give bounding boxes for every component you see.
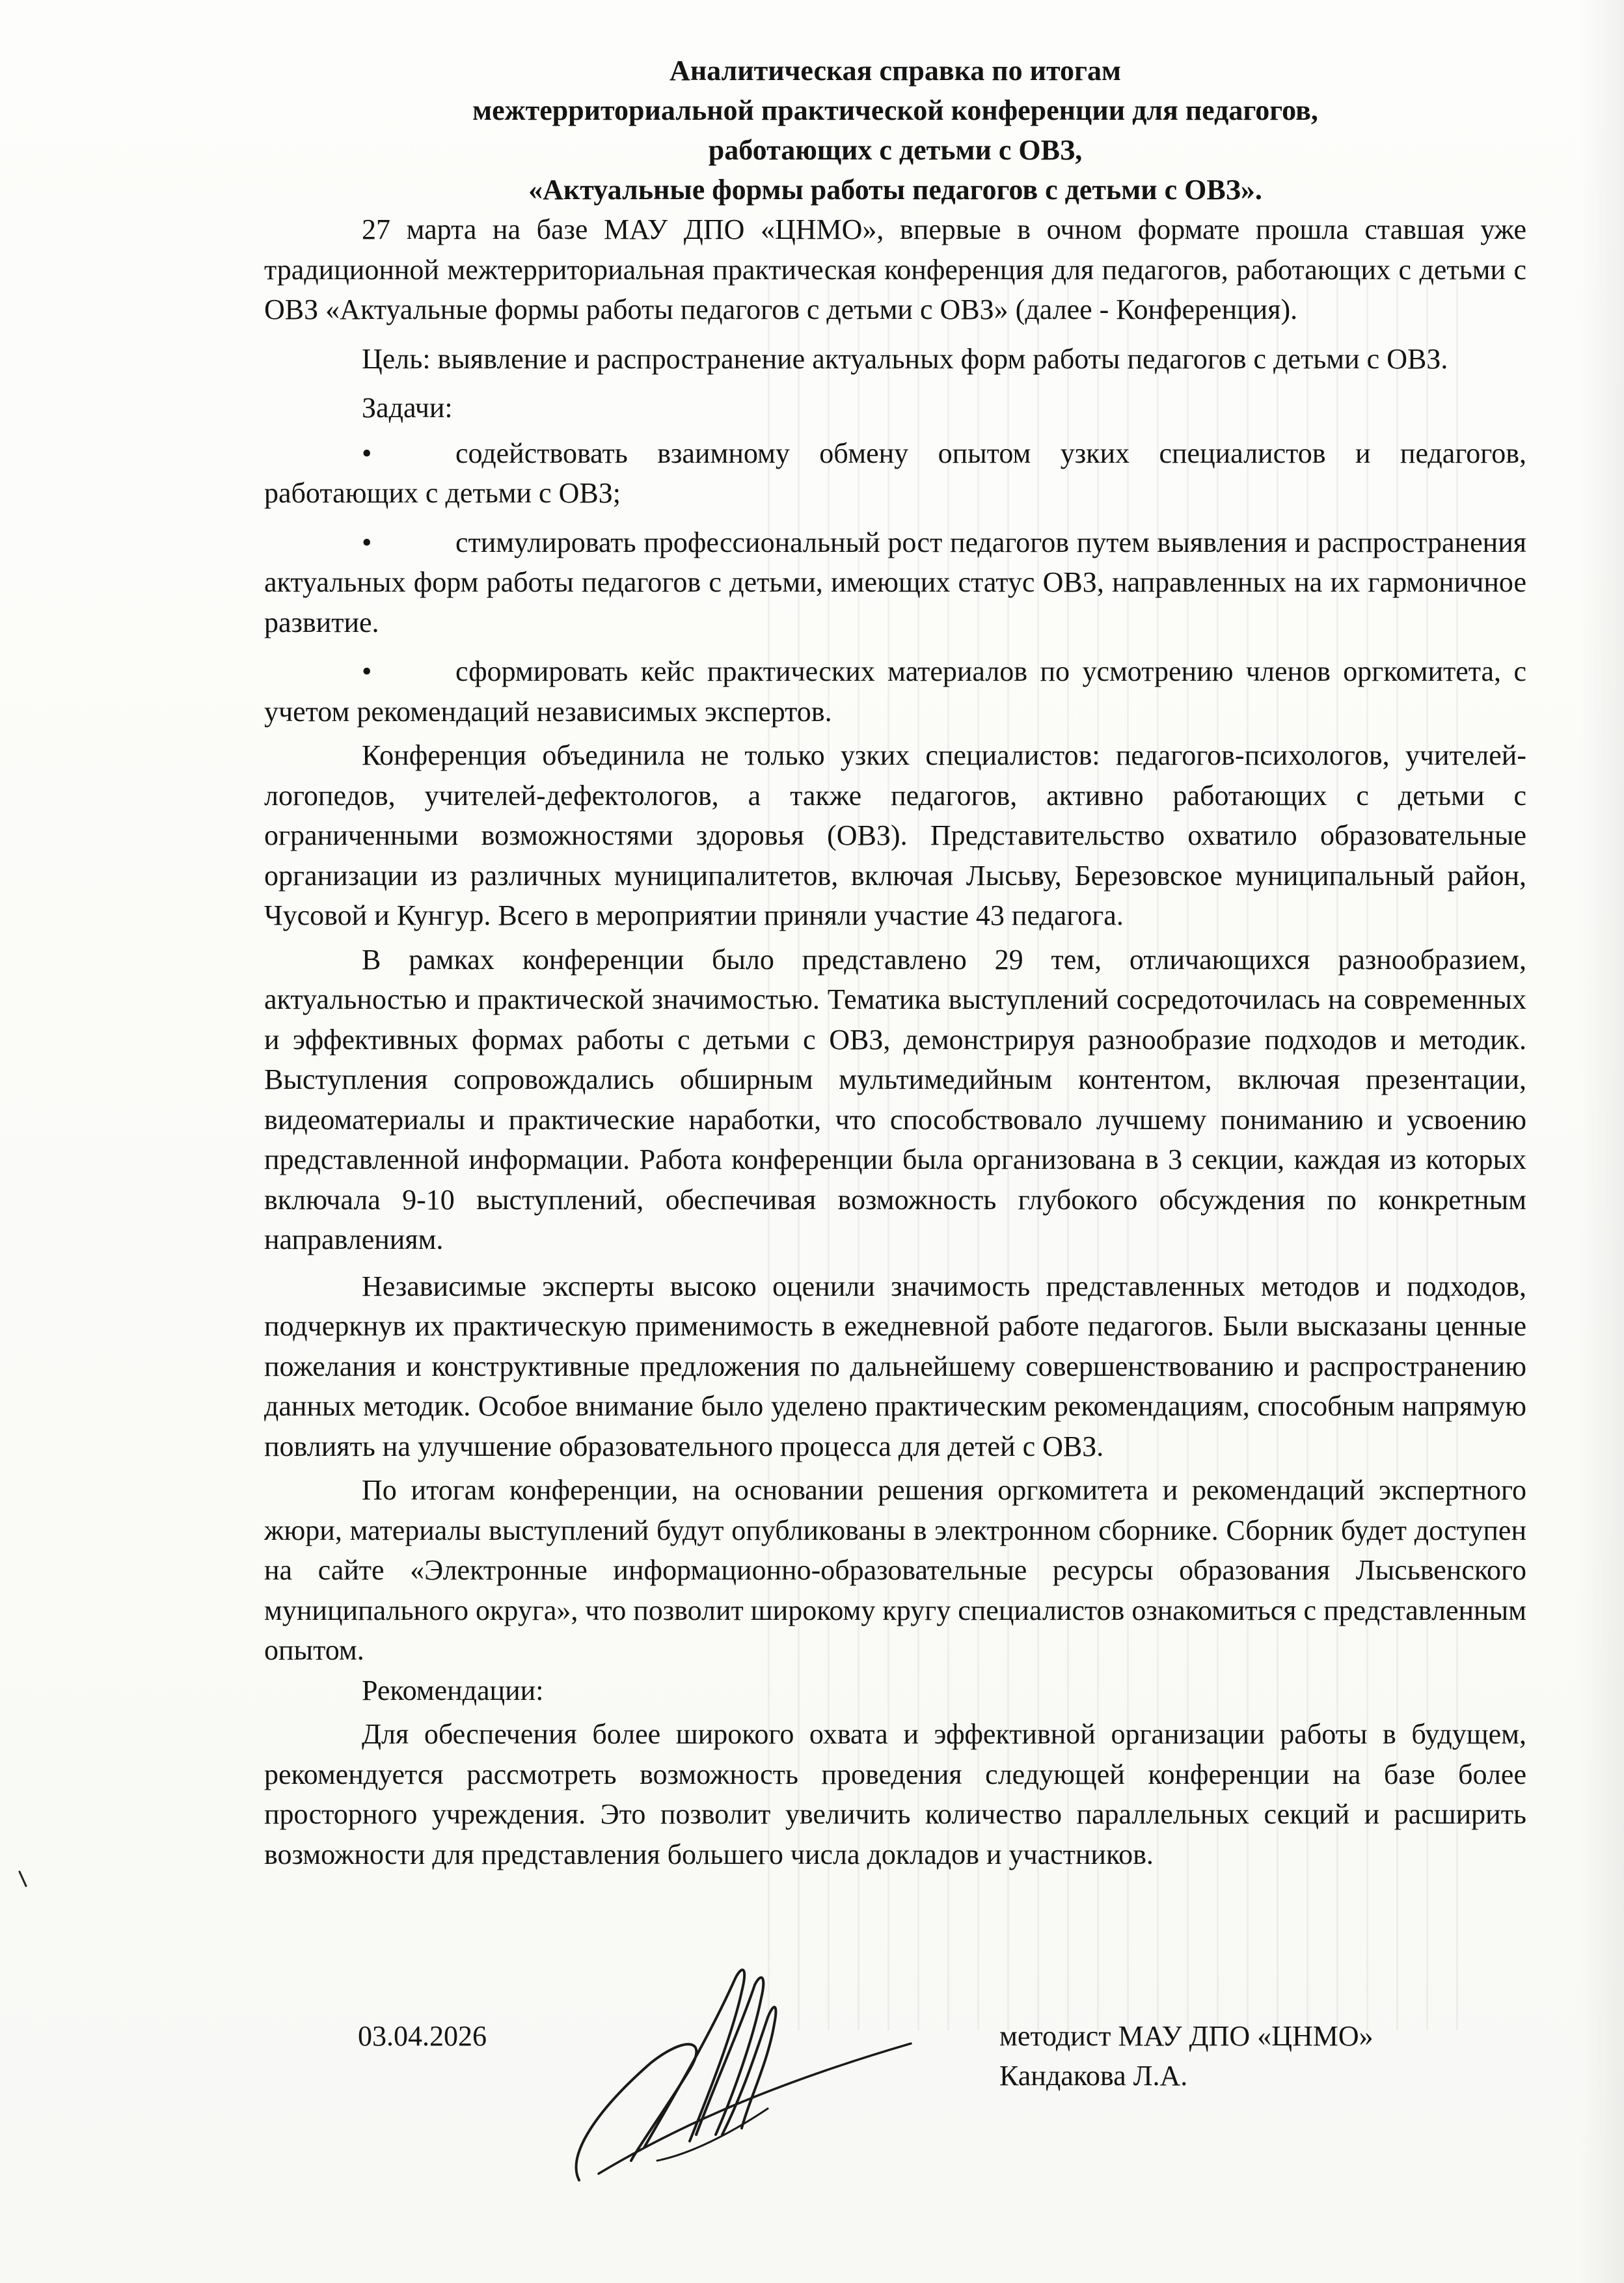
title-line-3: работающих с детьми с ОВЗ,: [708, 134, 1083, 166]
document-date: 03.04.2026: [358, 2020, 487, 2052]
bullet-icon: •: [362, 437, 372, 469]
signer-info: [999, 2016, 1374, 2096]
intro-paragraph: 27 марта на базе МАУ ДПО «ЦНМО», впервые в очном формате прошла ставшая уже традиционной межтерриториальная практическая конференция для педагогов, работающих с детьми с ОВЗ «Актуальные формы работы педагогов с детьми с ОВЗ» (далее - Конференция).: [264, 213, 1526, 325]
title-line-4: «Актуальные формы работы педагогов с детьми с ОВЗ».: [528, 174, 1262, 206]
body-paragraph-2: В рамках конференции было представлено 29 тем, отличающихся разнообразием, актуальностью и практической значимостью. Тематика выступлений сосредоточилась на современных и эффективных формах работы с детьми с ОВЗ, демонстрируя разнообразие подходов и методик. Выступления сопровождались обширным мультимедийным контентом, включая презентации, видеоматериалы и практические наработки, что способствовало лучшему пониманию и усвоению представленной информации. Работа конференции была организована в 3 секции, каждая из которых включала 9-10 выступлений, обеспечивая возможность глубокого обсуждения по конкретным направлениям.: [264, 943, 1526, 1255]
task-text-3: сформировать кейс практических материалов по усмотрению членов оргкомитета, с учетом рекомендаций независимых экспертов.: [264, 655, 1526, 728]
body-paragraph-3: Независимые эксперты высоко оценили значимость представленных методов и подходов, подчеркнув их практическую применимость в ежедневной работе педагогов. Были высказаны ценные пожелания и конструктивные предложения по дальнейшему совершенствованию и распространению данных методик. Особое внимание было уделено практическим рекомендациям, способным напрямую повлиять на улучшение образовательного процесса для детей с ОВЗ.: [264, 1270, 1526, 1462]
scan-mark-icon: [17, 1869, 30, 1889]
recommendations-paragraph: Для обеспечения более широкого охвата и эффективной организации работы в будущем, рекомендуется рассмотреть возможность проведения следующей конференции на базе более просторного учреждения. Это позволит увеличить количество параллельных секций и расширить возможности для представления большего числа докладов и участников.: [264, 1718, 1526, 1870]
task-item-2: [264, 523, 1526, 643]
goal-paragraph: Цель: выявление и распространение актуальных форм работы педагогов с детьми с ОВЗ.: [362, 342, 1448, 375]
recommendations-heading: Рекомендации:: [362, 1674, 544, 1706]
signer-position: методист МАУ ДПО «ЦНМО»: [999, 2020, 1374, 2052]
body-paragraph-4: По итогам конференции, на основании решения оргкомитета и рекомендаций экспертного жюри, материалы выступлений будут опубликованы в электронном сборнике. Сборник будет доступен на сайте «Электронные информационно-образовательные ресурсы образования Лысьвенского муниципального округа», что позволит широкому кругу специалистов ознакомиться с представленным опытом.: [264, 1474, 1526, 1666]
signer-name: Кандакова Л.А.: [999, 2060, 1188, 2092]
title-line-2: межтерриториальной практической конференции для педагогов,: [472, 94, 1318, 126]
task-text-2: стимулировать профессиональный рост педагогов путем выявления и распространения актуальных форм работы педагогов с детьми, имеющих статус ОВЗ, направленных на их гармоничное развитие.: [264, 526, 1526, 638]
document-body: [264, 51, 1526, 1874]
task-item-1: [264, 433, 1526, 513]
body-paragraph-1: Конференция объединила не только узких специалистов: педагогов-психологов, учителей-логопедов, учителей-дефектологов, а также педагогов, активно работающих с детьми с ограниченными возможностями здоровья (ОВЗ). Представительство охватило образовательные организации из различных муниципалитетов, включая Лысьву, Березовское муниципальный район, Чусовой и Кунгур. Всего в мероприятии приняли участие 43 педагога.: [264, 739, 1526, 931]
title-line-1: Аналитическая справка по итогам: [670, 55, 1121, 87]
bullet-icon: •: [362, 526, 372, 558]
scan-edge-shadow: [1578, 0, 1624, 2283]
tasks-heading: Задачи:: [362, 392, 453, 424]
document-title: [264, 51, 1526, 210]
bullet-icon: •: [362, 655, 372, 687]
task-text-1: содействовать взаимному обмену опытом узких специалистов и педагогов, работающих с детьми с ОВЗ;: [264, 437, 1526, 509]
handwritten-signature-icon: [560, 1939, 924, 2213]
task-item-3: [264, 651, 1526, 731]
